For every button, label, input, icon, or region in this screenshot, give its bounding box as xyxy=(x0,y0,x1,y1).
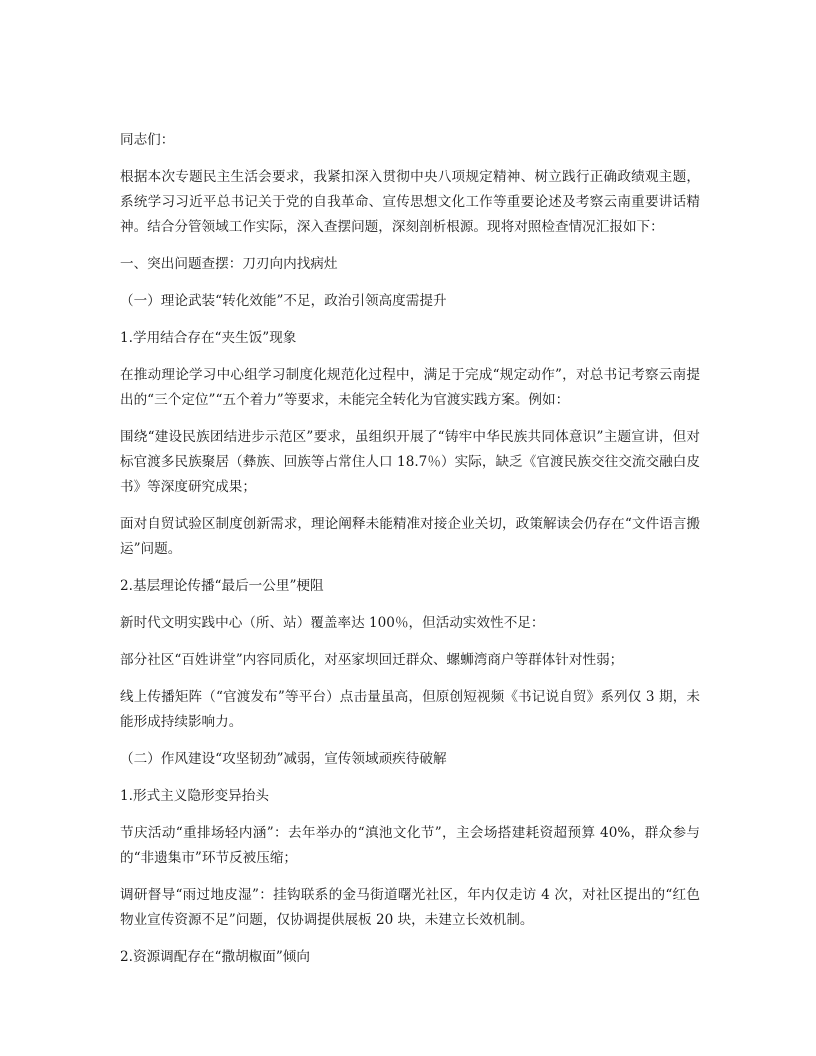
body-paragraph: 在推动理论学习中心组学习制度化规范化过程中，满足于完成“规定动作”，对总书记考察云南提出的“三个定位”“五个着力”等要求，未能完全转化为官渡实践方案。例如： xyxy=(120,367,700,408)
body-paragraph: 部分社区“百姓讲堂”内容同质化，对巫家坝回迁群众、螺蛳湾商户等群体针对性弱； xyxy=(120,652,624,668)
body-paragraph: 节庆活动“重排场轻内涵”：去年举办的“滇池文化节”，主会场搭建耗资超预算 40%，群众参与的“非遗集市”环节反被压缩； xyxy=(120,825,700,866)
body-paragraph: 线上传播矩阵（“官渡发布”等平台）点击量虽高，但原创短视频《书记说自贸》系列仅 3 期，未能形成持续影响力。 xyxy=(120,689,700,730)
item-heading: 1.学用结合存在“夹生饭”现象 xyxy=(120,330,297,346)
subsection-heading: （一）理论武装“转化效能”不足，政治引领高度需提升 xyxy=(120,293,447,309)
document-body xyxy=(120,128,700,982)
salutation: 同志们： xyxy=(120,132,175,148)
body-paragraph: 面对自贸试验区制度创新需求，理论阐释未能精准对接企业关切，政策解读会仍存在“文件语言搬运”问题。 xyxy=(120,516,700,557)
item-heading: 2.基层理论传播“最后一公里”梗阻 xyxy=(120,578,324,594)
body-paragraph: 新时代文明实践中心（所、站）覆盖率达 100％，但活动实效性不足： xyxy=(120,615,545,631)
item-heading: 2.资源调配存在“撒胡椒面”倾向 xyxy=(120,949,310,965)
item-heading: 1.形式主义隐形变异抬头 xyxy=(120,788,269,804)
body-paragraph: 围绕“建设民族团结进步示范区”要求，虽组织开展了“铸牢中华民族共同体意识”主题宣讲，但对标官渡多民族聚居（彝族、回族等占常住人口 18.7％）实际，缺乏《官渡民族交往交流交融白皮书》等深度研究成果； xyxy=(120,429,700,495)
section-heading: 一、突出问题查摆：刀刃向内找病灶 xyxy=(120,256,338,272)
intro-paragraph: 根据本次专题民主生活会要求，我紧扣深入贯彻中央八项规定精神、树立践行正确政绩观主题，系统学习习近平总书记关于党的自我革命、宣传思想文化工作等重要论述及考察云南重要讲话精神。结合分管领域工作实际，深入查摆问题，深刻剖析根源。现将对照检查情况汇报如下： xyxy=(120,169,700,235)
body-paragraph: 调研督导“雨过地皮湿”：挂钩联系的金马街道曙光社区，年内仅走访 4 次，对社区提出的“红色物业宣传资源不足”问题，仅协调提供展板 20 块，未建立长效机制。 xyxy=(120,887,700,928)
subsection-heading: （二）作风建设“攻坚韧劲”减弱，宣传领域顽疾待破解 xyxy=(120,751,447,767)
